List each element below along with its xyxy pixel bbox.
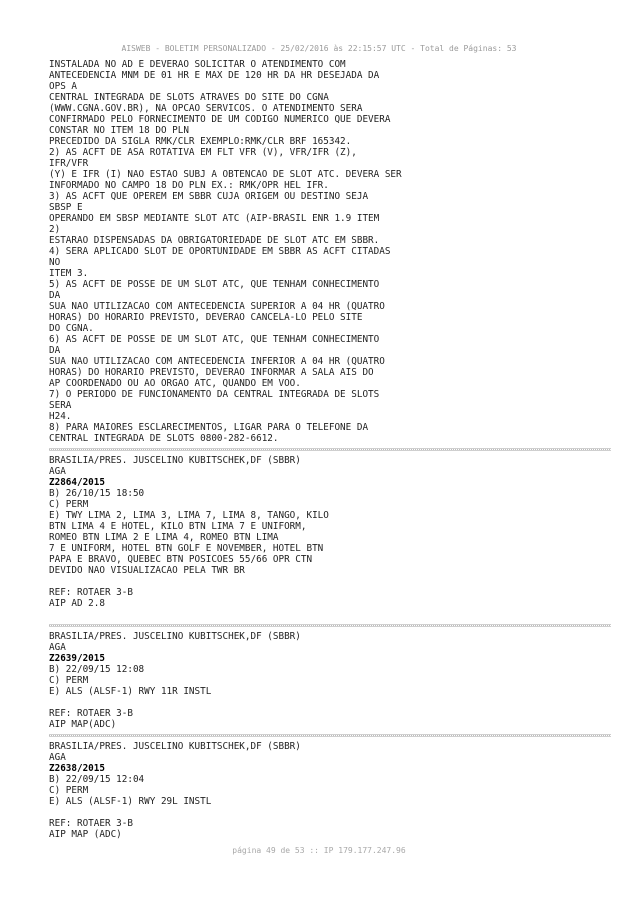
blank-line xyxy=(49,609,609,620)
intro-line: (WWW.CGNA.GOV.BR), NA OPCAO SERVICOS. O ATENDIMENTO SERA xyxy=(49,103,363,114)
intro-text-block xyxy=(49,59,609,444)
notam-text-line: E) TWY LIMA 2, LIMA 3, LIMA 7, LIMA 8, TANGO, KILO xyxy=(49,510,329,521)
notam-id: Z2864/2015 xyxy=(49,477,105,488)
intro-line: ANTECEDENCIA MNM DE 01 HR E MAX DE 120 HR DA HR DESEJADA DA xyxy=(49,70,380,81)
notam-end: C) PERM xyxy=(49,499,89,510)
intro-line: DA xyxy=(49,345,61,356)
notam-text-line: E) ALS (ALSF-1) RWY 29L INSTL xyxy=(49,796,212,807)
page-header: AISWEB - BOLETIM PERSONALIZADO - 25/02/2016 às 22:15:57 UTC - Total de Páginas: 53 xyxy=(121,44,517,53)
intro-line: CONFIRMADO PELO FORNECIMENTO DE UM CODIGO NUMERICO QUE DEVERA xyxy=(49,114,391,125)
intro-line: H24. xyxy=(49,411,72,422)
notam-ref-detail: AIP AD 2.8 xyxy=(49,598,105,609)
notam-end: C) PERM xyxy=(49,785,89,796)
intro-line: 3) AS ACFT QUE OPEREM EM SBBR CUJA ORIGEM OU DESTINO SEJA xyxy=(49,191,369,202)
section-separator xyxy=(49,448,611,451)
notam-ref-detail: AIP MAP (ADC) xyxy=(49,829,122,840)
notam-start: B) 22/09/15 12:08 xyxy=(49,664,145,675)
notam-start: B) 26/10/15 18:50 xyxy=(49,488,145,499)
notam-text-line: BTN LIMA 4 E HOTEL, KILO BTN LIMA 7 E UNIFORM, xyxy=(49,521,307,532)
intro-line: 7) O PERIODO DE FUNCIONAMENTO DA CENTRAL INTEGRADA DE SLOTS xyxy=(49,389,380,400)
intro-line: (Y) E IFR (I) NAO ESTAO SUBJ A OBTENCAO DE SLOT ATC. DEVERA SER xyxy=(49,169,402,180)
intro-line: DA xyxy=(49,290,61,301)
intro-line: ITEM 3. xyxy=(49,268,89,279)
intro-line: OPS A xyxy=(49,81,77,92)
notam-type: AGA xyxy=(49,752,66,763)
notam-id: Z2638/2015 xyxy=(49,763,105,774)
notam-entry xyxy=(49,741,609,840)
intro-line: 5) AS ACFT DE POSSE DE UM SLOT ATC, QUE TENHAM CONHECIMENTO xyxy=(49,279,380,290)
intro-line: ESTARAO DISPENSADAS DA OBRIGATORIEDADE DE SLOT ATC EM SBBR. xyxy=(49,235,380,246)
section-separator xyxy=(49,734,611,737)
notam-location: BRASILIA/PRES. JUSCELINO KUBITSCHEK,DF (SBBR) xyxy=(49,631,301,642)
intro-line: 8) PARA MAIORES ESCLARECIMENTOS, LIGAR PARA O TELEFONE DA xyxy=(49,422,369,433)
intro-line: 2) xyxy=(49,224,61,235)
intro-line: SERA xyxy=(49,400,72,411)
intro-line: INFORMADO NO CAMPO 18 DO PLN EX.: RMK/OPR HEL IFR. xyxy=(49,180,329,191)
intro-line: CONSTAR NO ITEM 18 DO PLN xyxy=(49,125,189,136)
intro-line: CENTRAL INTEGRADA DE SLOTS 0800-282-6612. xyxy=(49,433,279,444)
intro-line: AP COORDENADO OU AO ORGAO ATC, QUANDO EM VOO. xyxy=(49,378,301,389)
notam-text-line: 7 E UNIFORM, HOTEL BTN GOLF E NOVEMBER, HOTEL BTN xyxy=(49,543,324,554)
notam-end: C) PERM xyxy=(49,675,89,686)
bulletin-content xyxy=(49,59,609,840)
intro-line: SUA NAO UTILIZACAO COM ANTECEDENCIA INFERIOR A 04 HR (QUATRO xyxy=(49,356,385,367)
intro-line: CENTRAL INTEGRADA DE SLOTS ATRAVES DO SITE DO CGNA xyxy=(49,92,329,103)
notam-entry xyxy=(49,455,609,609)
intro-line: HORAS) DO HORARIO PREVISTO, DEVERAO INFORMAR A SALA AIS DO xyxy=(49,367,374,378)
notam-text-line: DEVIDO NAO VISUALIZACAO PELA TWR BR xyxy=(49,565,245,576)
blank-line xyxy=(49,576,609,587)
notam-text-line: PAPA E BRAVO, QUEBEC BTN POSICOES 55/66 OPR CTN xyxy=(49,554,313,565)
intro-line: IFR/VFR xyxy=(49,158,89,169)
intro-line: SUA NAO UTILIZACAO COM ANTECEDENCIA SUPERIOR A 04 HR (QUATRO xyxy=(49,301,385,312)
notam-entry xyxy=(49,631,609,730)
notam-ref-detail: AIP MAP(ADC) xyxy=(49,719,117,730)
notam-text-line: ROMEO BTN LIMA 2 E LIMA 4, ROMEO BTN LIMA xyxy=(49,532,279,543)
intro-line: INSTALADA NO AD E DEVERAO SOLICITAR O ATENDIMENTO COM xyxy=(49,59,346,70)
intro-line: 2) AS ACFT DE ASA ROTATIVA EM FLT VFR (V), VFR/IFR (Z), xyxy=(49,147,357,158)
notam-ref: REF: ROTAER 3-B xyxy=(49,587,133,598)
notam-location: BRASILIA/PRES. JUSCELINO KUBITSCHEK,DF (SBBR) xyxy=(49,455,301,466)
intro-line: OPERANDO EM SBSP MEDIANTE SLOT ATC (AIP-BRASIL ENR 1.9 ITEM xyxy=(49,213,380,224)
intro-line: HORAS) DO HORARIO PREVISTO, DEVERAO CANCELA-LO PELO SITE xyxy=(49,312,363,323)
intro-line: PRECEDIDO DA SIGLA RMK/CLR EXEMPLO:RMK/CLR BRF 165342. xyxy=(49,136,352,147)
notam-ref: REF: ROTAER 3-B xyxy=(49,818,133,829)
intro-line: SBSP E xyxy=(49,202,83,213)
intro-line: NO xyxy=(49,257,61,268)
blank-line xyxy=(49,697,609,708)
notam-id: Z2639/2015 xyxy=(49,653,105,664)
notam-start: B) 22/09/15 12:04 xyxy=(49,774,145,785)
notam-type: AGA xyxy=(49,642,66,653)
page-footer: página 49 de 53 :: IP 179.177.247.96 xyxy=(232,846,406,855)
section-separator xyxy=(49,624,611,627)
notam-type: AGA xyxy=(49,466,66,477)
intro-line: 4) SERA APLICADO SLOT DE OPORTUNIDADE EM SBBR AS ACFT CITADAS xyxy=(49,246,391,257)
notam-text-line: E) ALS (ALSF-1) RWY 11R INSTL xyxy=(49,686,212,697)
notam-ref: REF: ROTAER 3-B xyxy=(49,708,133,719)
blank-line xyxy=(49,807,609,818)
intro-line: 6) AS ACFT DE POSSE DE UM SLOT ATC, QUE TENHAM CONHECIMENTO xyxy=(49,334,380,345)
intro-line: DO CGNA. xyxy=(49,323,94,334)
notam-location: BRASILIA/PRES. JUSCELINO KUBITSCHEK,DF (SBBR) xyxy=(49,741,301,752)
